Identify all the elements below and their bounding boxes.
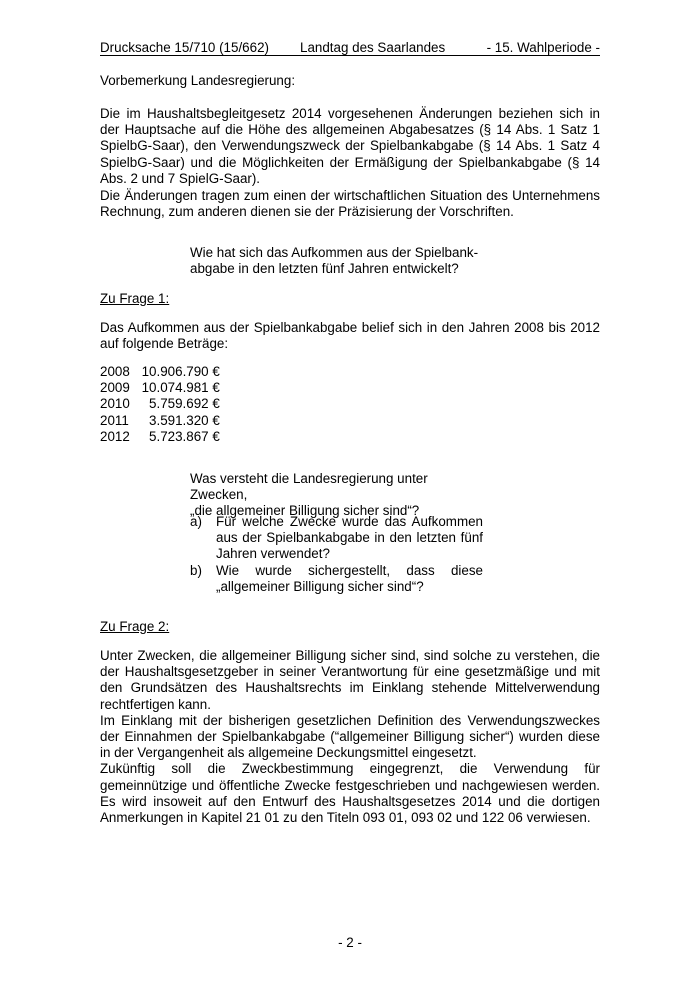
question-2: Was versteht die Landesregierung unter Zwecken, „die allgemeiner Billigung sicher sind“?	[190, 471, 428, 519]
amount-row: 2009 10.074.981 €	[100, 380, 220, 396]
question-1: Wie hat sich das Aufkommen aus der Spielbank-abgabe in den letzten fünf Jahren entwickelt?	[190, 245, 479, 277]
preamble-title: Vorbemerkung Landesregierung:	[100, 73, 296, 88]
preamble-paragraph-2: Die Änderungen tragen zum einen der wirtschaftlichen Situation des Unternehmens Rechnung, zum anderen dienen sie der Präzisierung der Vorschriften.	[100, 188, 600, 220]
amount-row: 2010 5.759.692 €	[100, 396, 220, 412]
list-item: b) Wie wurde sichergestellt, dass diese „allgemeiner Billigung sicher sind“?	[190, 562, 483, 594]
amounts-table	[100, 364, 240, 445]
list-item: a) Für welche Zwecke wurde das Aufkommen aus der Spielbankabgabe in den letzten fünf Jahren verwendet?	[190, 514, 483, 562]
amount-row: 2008 10.906.790 €	[100, 364, 220, 379]
preamble-paragraph-1: Die im Haushaltsbegleitgesetz 2014 vorgesehenen Änderungen beziehen sich in der Hauptsache auf die Höhe des allgemeinen Abgabesatzes (§ 14 Abs. 1 Satz 1 SpielbG-Saar), den Verwendungszweck der Spielbankabgabe (§ 14 Abs. 1 Satz 4 SpielbG-Saar) und die Möglichkeiten der Ermäßigung der Spielbankabgabe (§ 14 Abs. 2 und 7 SpielG-Saar).	[100, 106, 600, 186]
header-document-number: Drucksache 15/710 (15/662)	[100, 40, 269, 55]
answer-1-heading: Zu Frage 1:	[100, 291, 170, 306]
page-header	[100, 37, 600, 56]
answer-2-heading: Zu Frage 2:	[100, 619, 170, 634]
page-number: - 2 -	[338, 935, 362, 950]
header-legislative-period: - 15. Wahlperiode -	[486, 40, 600, 55]
answer-1-intro: Das Aufkommen aus der Spielbankabgabe belief sich in den Jahren 2008 bis 2012 auf folgende Beträge:	[100, 320, 600, 352]
amount-row: 2012 5.723.867 €	[100, 428, 220, 444]
question-2-subitems	[190, 514, 483, 595]
amount-row: 2011 3.591.320 €	[100, 412, 220, 428]
answer-2-body: Unter Zwecken, die allgemeiner Billigung sicher sind, sind solche zu verstehen, die der Haushaltsgesetzgeber in seiner Verantwortung für eine gesetzmäßige und mit den Grundsätzen des Haushaltsrechts im Einklang stehende Mittelverwendung rechtfertigen kann. Im Einklang mit der bisherigen gesetzlichen Definition des Verwendungszweckes der Einnahmen der Spielbankabgabe (“allgemeiner Billigung sicher“) wurden diese in der Vergangenheit als allgemeine Deckungsmittel eingesetzt. Zukünftig soll die Zweckbestimmung eingegrenzt, die Verwendung für gemeinnützige und öffentliche Zwecke festgeschrieben und nachgewiesen werden. Es wird insoweit auf den Entwurf des Haushaltsgesetzes 2014 und die dortigen Anmerkungen in Kapitel 21 01 zu den Titeln 093 01, 093 02 und 122 06 verwiesen.	[100, 648, 600, 826]
header-parliament: Landtag des Saarlandes	[300, 40, 446, 55]
